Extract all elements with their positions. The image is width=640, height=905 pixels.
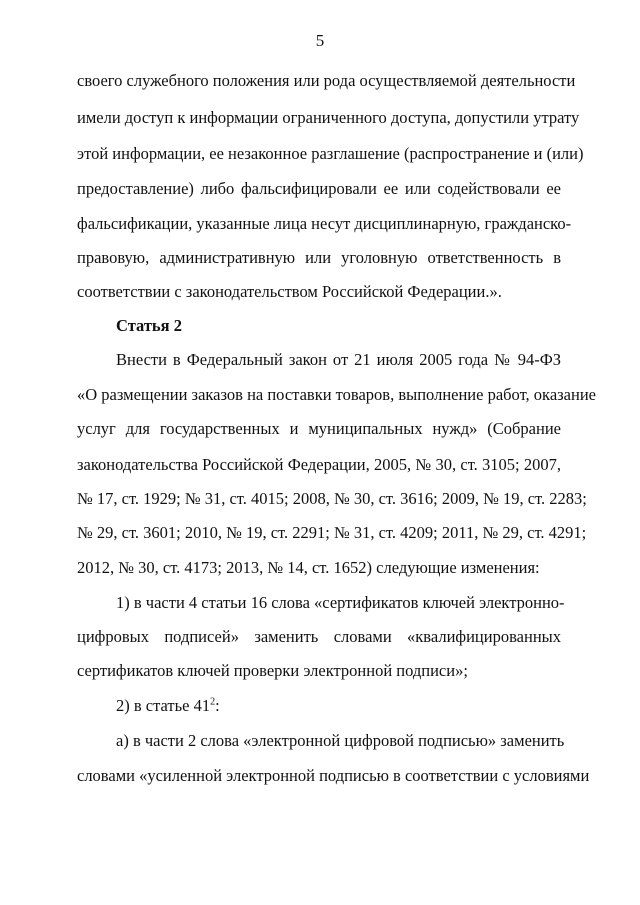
paragraph-line: № 29, ст. 3601; 2010, № 19, ст. 2291; № 31, ст. 4209; 2011, № 29, ст. 4291; (77, 523, 587, 542)
paragraph-line: этой информации, ее незаконное разглашение (распространение и (или) (77, 144, 584, 163)
list-item-line: цифровых подписей» заменить словами «квалифицированных (77, 627, 561, 646)
paragraph-line: фальсификации, указанные лица несут дисциплинарную, гражданско- (77, 214, 572, 233)
list-item-line: словами «усиленной электронной подписью в соответствии с условиями (77, 766, 590, 785)
paragraph-line: «О размещении заказов на поставки товаров, выполнение работ, оказание (77, 385, 596, 404)
item2-superscript: 2 (210, 696, 216, 708)
list-item-line: 1) в части 4 статьи 16 слова «сертификатов ключей электронно- (116, 593, 565, 612)
article-heading: Статья 2 (116, 316, 182, 335)
paragraph-line: имели доступ к информации ограниченного доступа, допустили утрату (77, 108, 580, 127)
item2-prefix: 2) в статье 41 (116, 696, 211, 715)
paragraph-line: соответствии с законодательством Российской Федерации.». (77, 282, 502, 301)
paragraph-line: Внести в Федеральный закон от 21 июля 2005 года № 94-ФЗ (116, 350, 561, 369)
paragraph-line: законодательства Российской Федерации, 2005, № 30, ст. 3105; 2007, (77, 455, 561, 474)
paragraph-line: правовую, административную или уголовную ответственность в (77, 248, 561, 267)
paragraph-line: № 17, ст. 1929; № 31, ст. 4015; 2008, № 30, ст. 3616; 2009, № 19, ст. 2283; (77, 489, 587, 508)
item2-suffix: : (215, 696, 220, 715)
paragraph-line: своего служебного положения или рода осуществляемой деятельности (77, 71, 576, 90)
paragraph-line: 2012, № 30, ст. 4173; 2013, № 14, ст. 1652) следующие изменения: (77, 558, 540, 577)
list-item-line (116, 696, 416, 716)
list-item-line: а) в части 2 слова «электронной цифровой подписью» заменить (116, 731, 565, 750)
paragraph-line: предоставление) либо фальсифицировали ее или содействовали ее (77, 179, 561, 198)
page-number: 5 (315, 31, 325, 50)
list-item-line: сертификатов ключей проверки электронной подписи»; (77, 661, 468, 680)
paragraph-line: услуг для государственных и муниципальных нужд» (Собрание (77, 419, 561, 438)
